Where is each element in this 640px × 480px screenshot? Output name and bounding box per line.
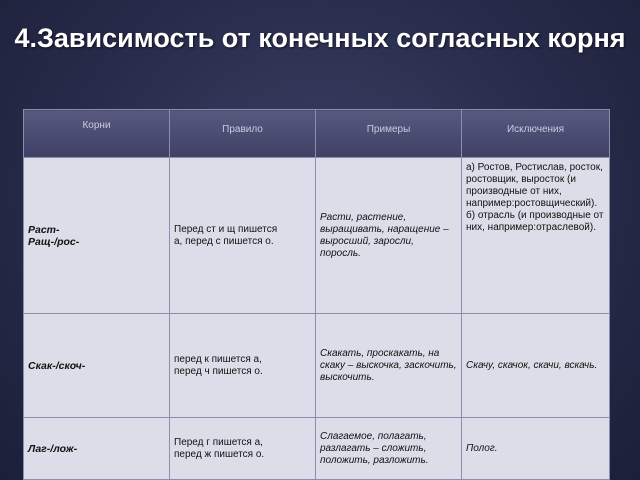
rule-cell <box>170 314 316 418</box>
header-examples: Примеры <box>316 110 462 158</box>
exceptions-cell: Скачу, скачок, скачи, вскачь. <box>462 314 610 418</box>
root-label: Ращ-/рос- <box>28 235 80 248</box>
exceptions-text: а) Ростов, Ростислав, росток, ростовщик, выросток (и производные от них, например:ростовщический). <box>466 162 603 209</box>
header-rule: Правило <box>170 110 316 158</box>
rule-text: перед ч пишется о. <box>174 365 263 377</box>
table-row <box>24 418 610 480</box>
exceptions-cell <box>462 158 610 314</box>
header-exceptions: Исключения <box>462 110 610 158</box>
exceptions-text: б) отрасль (и производные от них, например:отраслевой). <box>466 210 604 233</box>
rules-table <box>23 109 610 480</box>
exceptions-cell: Полог. <box>462 418 610 480</box>
rule-cell <box>170 418 316 480</box>
rule-cell <box>170 158 316 314</box>
table-header-row <box>24 110 610 158</box>
examples-cell: Слагаемое, полагать, разлагать – сложить, положить, разложить. <box>316 418 462 480</box>
table-row <box>24 314 610 418</box>
header-roots: Корни <box>24 110 170 158</box>
root-cell: Скак-/скоч- <box>24 314 170 418</box>
examples-cell: Расти, растение, выращивать, наращение – выросший, заросли, поросль. <box>316 158 462 314</box>
root-cell: Лаг-/лож- <box>24 418 170 480</box>
examples-cell: Скакать, проскакать, на скаку – выскочка, заскочить, выскочить. <box>316 314 462 418</box>
rule-text: Перед г пишется а, <box>174 436 263 448</box>
rule-text: перед ж пишется о. <box>174 448 265 460</box>
slide-title: 4.Зависимость от конечных согласных корня <box>14 23 626 53</box>
root-label: Раст- <box>28 223 60 236</box>
rule-text: Перед ст и щ пишется <box>174 223 278 235</box>
rule-text: а, перед с пишется о. <box>174 235 274 247</box>
rule-text: перед к пишется а, <box>174 353 262 365</box>
table-row <box>24 158 610 314</box>
root-cell <box>24 158 170 314</box>
